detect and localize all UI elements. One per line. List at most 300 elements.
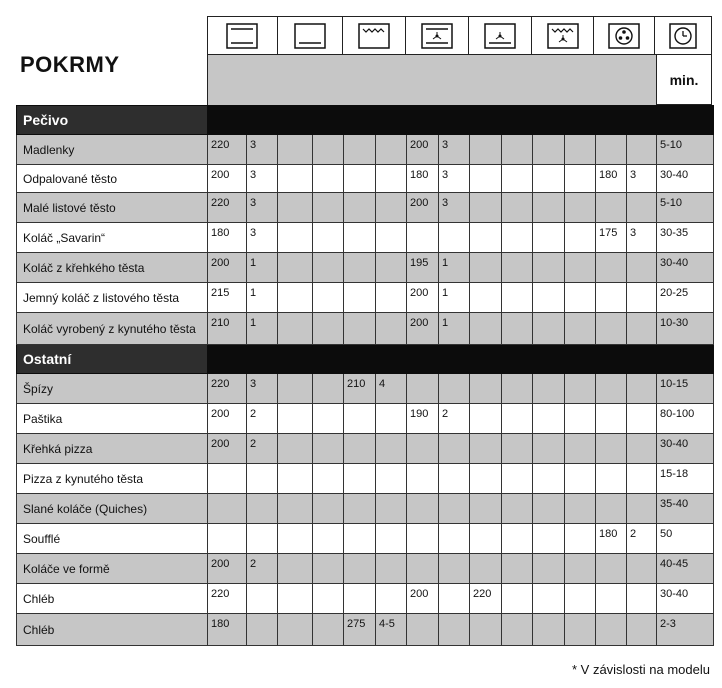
temperature-cell	[278, 434, 313, 464]
temperature-cell	[278, 283, 313, 313]
cell-value	[344, 193, 375, 197]
cell-value: 275	[347, 618, 366, 630]
cell-value	[565, 283, 595, 287]
cell-value: 220	[211, 588, 230, 600]
temperature-cell	[208, 554, 247, 584]
time-cell	[657, 374, 714, 404]
cell-value	[502, 193, 532, 197]
cell-value	[313, 374, 343, 378]
cell-value: 200	[410, 317, 429, 329]
cell-value	[596, 464, 626, 468]
shelf-cell	[627, 283, 657, 313]
cell-value	[439, 554, 469, 558]
shelf-cell	[376, 313, 407, 345]
cell-value	[208, 464, 246, 468]
temperature-cell	[596, 614, 627, 646]
time-cell	[657, 165, 714, 193]
dish-name: Špízy	[17, 374, 208, 404]
shelf-cell	[627, 313, 657, 345]
shelf-cell	[502, 434, 533, 464]
cell-value	[596, 313, 626, 317]
shelf-cell	[627, 193, 657, 223]
cell-value	[278, 434, 312, 438]
shelf-cell	[247, 165, 278, 193]
time-cell	[657, 554, 714, 584]
table-row	[17, 464, 714, 494]
section-title: Ostatní	[17, 345, 208, 374]
shelf-cell	[313, 404, 344, 434]
shelf-cell	[313, 193, 344, 223]
shelf-cell	[502, 135, 533, 165]
shelf-cell	[247, 614, 278, 646]
cell-value	[278, 283, 312, 287]
dish-name: Koláč z křehkého těsta	[17, 253, 208, 283]
shelf-cell	[313, 253, 344, 283]
dish-name: Pizza z kynutého těsta	[17, 464, 208, 494]
shelf-cell	[565, 165, 596, 193]
temperature-cell	[344, 283, 376, 313]
cell-value	[565, 313, 595, 317]
shelf-cell	[627, 494, 657, 524]
cell-value: 1	[250, 257, 257, 269]
temperature-cell	[533, 313, 565, 345]
table-row	[17, 554, 714, 584]
cell-value: 200	[211, 408, 230, 420]
cell-value	[627, 135, 656, 139]
shelf-cell	[439, 404, 470, 434]
clock-icon	[655, 17, 711, 55]
temperature-cell	[533, 374, 565, 404]
cell-value	[565, 434, 595, 438]
cell-value	[313, 584, 343, 588]
shelf-cell	[627, 404, 657, 434]
cell-value	[313, 283, 343, 287]
cell-value: 220	[473, 588, 492, 600]
shelf-cell	[376, 253, 407, 283]
cell-value: 200	[410, 139, 429, 151]
cell-value	[627, 283, 656, 287]
shelf-cell	[565, 374, 596, 404]
shelf-cell	[627, 614, 657, 646]
dish-name: Jemný koláč z listového těsta	[17, 283, 208, 313]
temperature-cell	[533, 524, 565, 554]
shelf-cell	[376, 404, 407, 434]
cell-value	[376, 404, 406, 408]
shelf-cell	[565, 253, 596, 283]
cell-value	[278, 554, 312, 558]
shelf-cell	[627, 253, 657, 283]
time-cell	[657, 464, 714, 494]
cell-value	[627, 313, 656, 317]
section-header-band	[208, 106, 714, 135]
cell-value	[565, 374, 595, 378]
temperature-cell	[278, 464, 313, 494]
cell-value: 180	[410, 169, 429, 181]
cell-value	[565, 464, 595, 468]
table-row	[17, 584, 714, 614]
shelf-cell	[439, 554, 470, 584]
shelf-cell	[627, 464, 657, 494]
shelf-cell	[313, 464, 344, 494]
cell-value	[313, 524, 343, 528]
shelf-cell	[502, 223, 533, 253]
shelf-cell	[313, 434, 344, 464]
shelf-cell	[502, 165, 533, 193]
shelf-cell	[376, 193, 407, 223]
time-cell	[657, 404, 714, 434]
oven-mode-header	[207, 16, 712, 54]
dish-name: Koláč vyrobený z kynutého těsta	[17, 313, 208, 345]
cell-value	[344, 494, 375, 498]
shelf-cell	[313, 524, 344, 554]
shelf-cell	[502, 464, 533, 494]
cell-value	[470, 313, 501, 317]
grill-icon	[343, 17, 406, 55]
cell-value: 3	[250, 169, 257, 181]
temperature-cell	[470, 524, 502, 554]
cell-value	[470, 283, 501, 287]
shelf-cell	[376, 554, 407, 584]
temperature-cell	[407, 374, 439, 404]
cell-value	[502, 494, 532, 498]
cell-value	[627, 494, 656, 498]
cell-value	[278, 614, 312, 618]
cell-value	[533, 223, 564, 227]
cell-value: 3	[250, 197, 257, 209]
cell-value: 1	[250, 317, 257, 329]
temperature-cell	[470, 584, 502, 614]
cell-value	[439, 494, 469, 498]
time-cell	[657, 283, 714, 313]
temperature-cell	[533, 283, 565, 313]
cell-value	[208, 524, 246, 528]
cell-value	[533, 165, 564, 169]
temperature-cell	[470, 253, 502, 283]
cell-value	[565, 223, 595, 227]
cell-value	[313, 434, 343, 438]
temperature-cell	[278, 554, 313, 584]
cell-value	[627, 584, 656, 588]
cell-value	[533, 464, 564, 468]
temperature-cell	[533, 464, 565, 494]
temperature-cell	[208, 283, 247, 313]
dish-name: Koláč „Savarin“	[17, 223, 208, 253]
cell-value: 215	[211, 287, 230, 299]
temperature-cell	[208, 404, 247, 434]
shelf-cell	[247, 135, 278, 165]
cell-value: 220	[211, 139, 230, 151]
cell-value	[502, 223, 532, 227]
cell-value: 5-10	[660, 197, 683, 209]
temperature-cell	[278, 584, 313, 614]
shelf-cell	[627, 165, 657, 193]
cell-value	[376, 193, 406, 197]
cell-value	[627, 404, 656, 408]
shelf-cell	[565, 313, 596, 345]
cell-value	[407, 223, 438, 227]
shelf-cell	[247, 193, 278, 223]
shelf-cell	[627, 524, 657, 554]
cell-value	[502, 584, 532, 588]
dish-name: Chléb	[17, 614, 208, 646]
temperature-cell	[407, 434, 439, 464]
shelf-cell	[313, 614, 344, 646]
cell-value	[376, 494, 406, 498]
cell-value	[247, 494, 277, 498]
table-row	[17, 193, 714, 223]
cell-value	[502, 524, 532, 528]
cell-value: 2-3	[660, 618, 676, 630]
temperature-cell	[407, 494, 439, 524]
cell-value	[502, 434, 532, 438]
cell-value: 3	[630, 227, 637, 239]
shelf-cell	[439, 434, 470, 464]
time-cell	[657, 584, 714, 614]
shelf-cell	[247, 464, 278, 494]
cell-value: 1	[442, 287, 449, 299]
bottom-heat-icon	[278, 17, 344, 55]
cell-value	[565, 584, 595, 588]
cell-value	[344, 434, 375, 438]
cell-value	[596, 404, 626, 408]
cell-value	[313, 494, 343, 498]
time-unit-label: min.	[656, 54, 712, 105]
temperature-cell	[278, 253, 313, 283]
shelf-cell	[376, 165, 407, 193]
temperature-cell	[407, 554, 439, 584]
shelf-cell	[627, 374, 657, 404]
cell-value: 30-40	[660, 588, 689, 600]
temperature-cell	[407, 464, 439, 494]
cell-value	[313, 313, 343, 317]
cell-value	[439, 223, 469, 227]
time-cell	[657, 434, 714, 464]
cell-value	[407, 434, 438, 438]
cell-value	[502, 283, 532, 287]
footnote: * V závislosti na modelu	[571, 662, 710, 677]
temperature-cell	[596, 404, 627, 434]
dish-name: Koláče ve formě	[17, 554, 208, 584]
cell-value: 3	[250, 227, 257, 239]
temperature-cell	[278, 193, 313, 223]
shelf-cell	[439, 374, 470, 404]
shelf-cell	[565, 135, 596, 165]
cell-value	[439, 584, 469, 588]
cell-value	[344, 584, 375, 588]
temperature-cell	[533, 614, 565, 646]
table-row	[17, 283, 714, 313]
temperature-cell	[344, 464, 376, 494]
table-row	[17, 165, 714, 193]
cell-value	[344, 223, 375, 227]
cell-value	[376, 253, 406, 257]
cell-value	[596, 584, 626, 588]
shelf-cell	[376, 434, 407, 464]
time-cell	[657, 524, 714, 554]
cell-value: 200	[211, 438, 230, 450]
cell-value	[407, 494, 438, 498]
temperature-cell	[533, 494, 565, 524]
cell-value	[278, 223, 312, 227]
cell-value	[407, 554, 438, 558]
shelf-cell	[376, 374, 407, 404]
cell-value	[313, 253, 343, 257]
shelf-cell	[502, 374, 533, 404]
cell-value	[376, 434, 406, 438]
cell-value	[565, 494, 595, 498]
cell-value	[533, 253, 564, 257]
time-cell	[657, 614, 714, 646]
cell-value: 200	[410, 287, 429, 299]
cell-value	[344, 404, 375, 408]
section-header-band	[208, 345, 714, 374]
cell-value	[470, 494, 501, 498]
temperature-cell	[470, 614, 502, 646]
cell-value: 35-40	[660, 498, 689, 510]
shelf-cell	[247, 404, 278, 434]
cell-value	[533, 494, 564, 498]
shelf-cell	[439, 584, 470, 614]
cell-value	[278, 193, 312, 197]
cell-value: 200	[211, 257, 230, 269]
dish-name: Křehká pizza	[17, 434, 208, 464]
cell-value	[627, 253, 656, 257]
shelf-cell	[376, 135, 407, 165]
cell-value	[565, 165, 595, 169]
cell-value: 180	[211, 227, 230, 239]
temperature-cell	[533, 404, 565, 434]
cell-value	[502, 253, 532, 257]
cell-value	[470, 464, 501, 468]
temperature-cell	[470, 165, 502, 193]
cell-value	[596, 434, 626, 438]
time-cell	[657, 313, 714, 345]
temperature-cell	[278, 374, 313, 404]
temperature-cell	[208, 165, 247, 193]
temperature-cell	[533, 223, 565, 253]
temperature-cell	[596, 193, 627, 223]
cell-value	[247, 614, 277, 618]
temperature-cell	[208, 614, 247, 646]
cell-value	[278, 404, 312, 408]
shelf-cell	[502, 193, 533, 223]
temperature-cell	[470, 464, 502, 494]
cell-value	[565, 614, 595, 618]
cell-value	[470, 554, 501, 558]
temperature-cell	[344, 524, 376, 554]
cell-value	[470, 193, 501, 197]
cell-value	[470, 404, 501, 408]
shelf-cell	[439, 524, 470, 554]
cell-value	[533, 193, 564, 197]
cell-value	[247, 524, 277, 528]
table-row	[17, 253, 714, 283]
dish-name: Slané koláče (Quiches)	[17, 494, 208, 524]
shelf-cell	[376, 524, 407, 554]
shelf-cell	[313, 283, 344, 313]
shelf-cell	[313, 313, 344, 345]
temperature-cell	[596, 135, 627, 165]
temperature-cell	[208, 313, 247, 345]
temperature-cell	[407, 614, 439, 646]
temperature-cell	[596, 584, 627, 614]
temperature-cell	[470, 283, 502, 313]
cell-value	[344, 135, 375, 139]
cell-value: 220	[211, 197, 230, 209]
cell-value	[407, 614, 438, 618]
shelf-cell	[502, 253, 533, 283]
cell-value	[376, 524, 406, 528]
shelf-cell	[627, 223, 657, 253]
cell-value	[502, 135, 532, 139]
temperature-cell	[208, 135, 247, 165]
cell-value: 10-15	[660, 378, 689, 390]
shelf-cell	[502, 584, 533, 614]
cell-value: 180	[599, 169, 618, 181]
temperature-cell	[407, 165, 439, 193]
cell-value	[565, 404, 595, 408]
cell-value	[376, 283, 406, 287]
cell-value	[376, 223, 406, 227]
mode-header-band	[207, 54, 656, 105]
cell-value	[439, 614, 469, 618]
cell-value	[470, 165, 501, 169]
cell-value	[278, 464, 312, 468]
cell-value: 2	[442, 408, 449, 420]
table-row	[17, 434, 714, 464]
temperature-cell	[596, 464, 627, 494]
table-row	[17, 494, 714, 524]
cell-value	[533, 584, 564, 588]
temperature-cell	[470, 135, 502, 165]
cell-value	[470, 223, 501, 227]
cell-value: 2	[250, 558, 257, 570]
temperature-cell	[470, 494, 502, 524]
cell-value	[247, 464, 277, 468]
cell-value: 3	[442, 197, 449, 209]
temperature-cell	[278, 223, 313, 253]
cell-value: 50	[660, 528, 673, 540]
temperature-cell	[344, 223, 376, 253]
shelf-cell	[247, 584, 278, 614]
cell-value	[439, 464, 469, 468]
shelf-cell	[376, 614, 407, 646]
table-row	[17, 614, 714, 646]
shelf-cell	[247, 554, 278, 584]
baking-table	[16, 105, 713, 646]
cell-value	[313, 193, 343, 197]
cell-value: 1	[442, 257, 449, 269]
temperature-cell	[533, 253, 565, 283]
temperature-cell	[407, 584, 439, 614]
shelf-cell	[627, 584, 657, 614]
shelf-cell	[439, 614, 470, 646]
cell-value	[627, 554, 656, 558]
shelf-cell	[247, 253, 278, 283]
cell-value: 40-45	[660, 558, 689, 570]
cell-value	[533, 313, 564, 317]
cell-value	[627, 374, 656, 378]
shelf-cell	[439, 313, 470, 345]
temperature-cell	[344, 313, 376, 345]
temperature-cell	[344, 404, 376, 434]
cell-value: 200	[211, 558, 230, 570]
cell-value: 4-5	[379, 618, 395, 630]
temperature-cell	[596, 223, 627, 253]
cell-value	[247, 584, 277, 588]
cell-value	[313, 554, 343, 558]
cell-value	[376, 584, 406, 588]
